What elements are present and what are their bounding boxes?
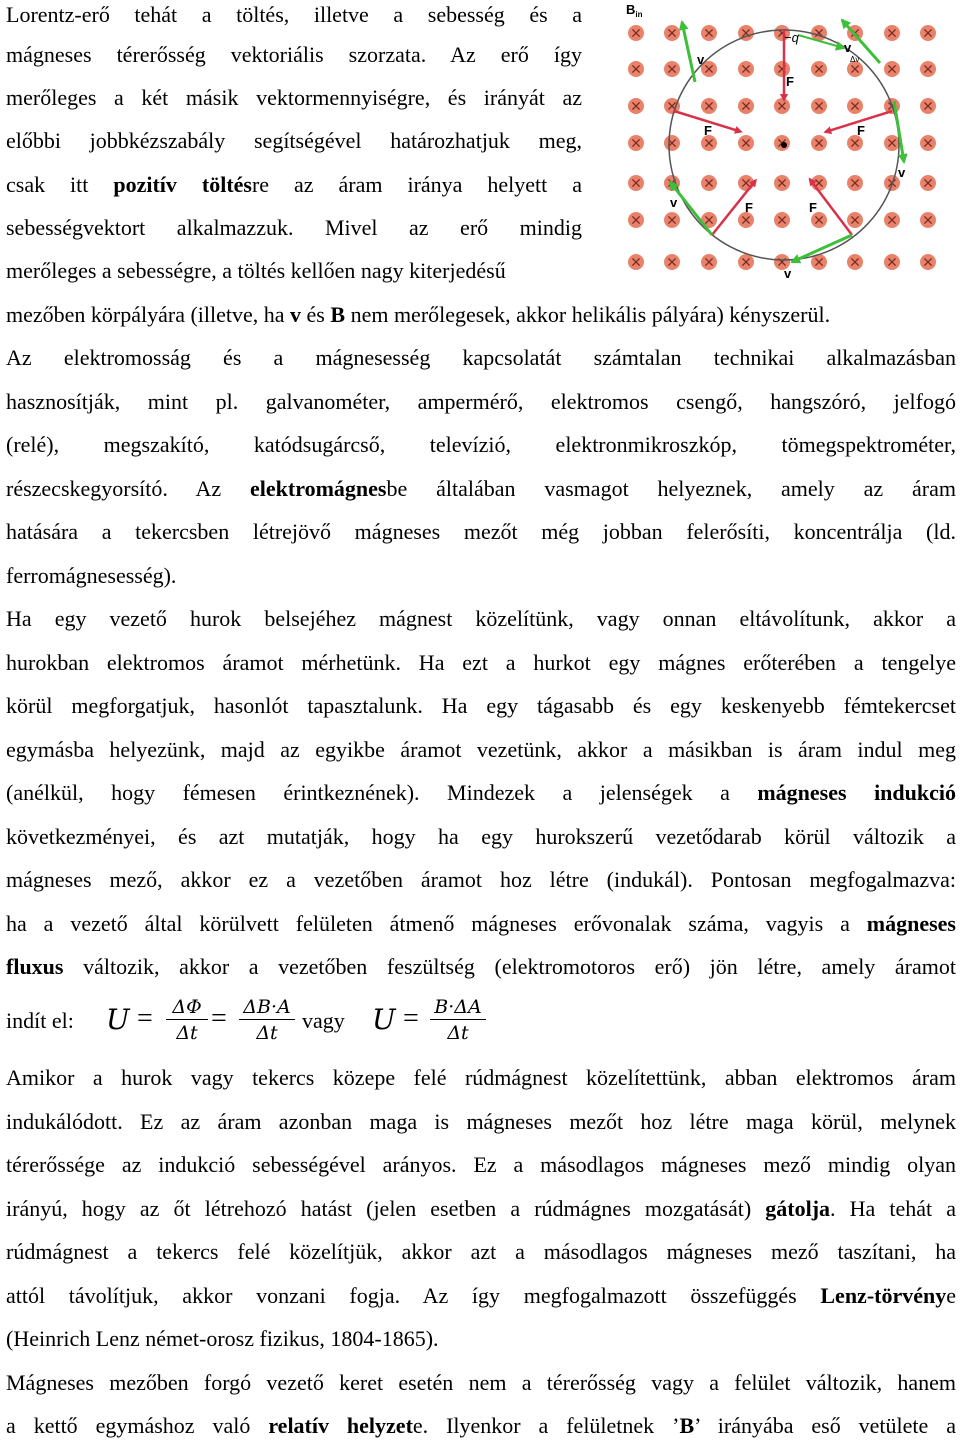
bold-term: gátolja (765, 1196, 831, 1221)
field-symbol (738, 135, 754, 151)
text-line: előbbi jobbkézszabály segítségével határozhatjuk meg, (6, 128, 582, 153)
field-symbol (920, 98, 936, 114)
text-line: attól távolítjuk, akkor vonzani fogja. Az így megfogalmazott összefüggés Lenz-törvénye (6, 1283, 956, 1308)
field-symbol (811, 135, 827, 151)
label-force: F (704, 123, 712, 138)
bold-term: relatív helyzet (268, 1413, 413, 1438)
field-symbol (628, 175, 644, 191)
text-line: ferromágnesesség). (6, 563, 177, 588)
text-line: merőleges a sebességre, a töltés kellően nagy kiterjedésű (6, 258, 506, 283)
text-line: térerőssége az indukció sebességével arányos. Ez a másodlagos mágneses mező mindig olyan (6, 1152, 956, 1177)
text-line: irányú, hogy az őt létrehozó hatást (jelen esetben a rúdmágnes mozgatását) gátolja. Ha tehát a (6, 1196, 956, 1221)
text-line: ha a vezető által körülvett felületen átmenő mágneses erővonalak száma, vagyis a mágneses (6, 911, 956, 936)
label-velocity: v (844, 40, 852, 55)
field-symbol (811, 61, 827, 77)
text-line: hatására a tekercsben létrejövő mágneses mezőt még jobban felerősíti, koncentrálja (ld. (6, 519, 956, 544)
text-line: (Heinrich Lenz német-orosz fizikus, 1804-1865). (6, 1326, 439, 1351)
text-line: mezőben körpályára (illetve, ha v és B nem merőlegesek, akkor helikális pályára) kényszerül. (6, 302, 831, 327)
velocity-arrow (682, 22, 695, 82)
text-line: Az elektromosság és a mágnesesség kapcsolatát számtalan technikai alkalmazásban (6, 345, 956, 370)
text-line: a kettő egymáshoz való relatív helyzete. Ilyenkor a felületnek ’B’ irányába eső vetülete a (6, 1413, 956, 1438)
text-line: körül megforgatjuk, hasonlót tapasztalunk. Ha egy tágasabb és egy keskenyebb fémtekercset (6, 693, 956, 718)
field-symbol (884, 212, 900, 228)
fraction-db-a-over-time: ΔB·A Δt (239, 995, 295, 1046)
eq-symbol-u: U (372, 1003, 396, 1036)
field-symbol (664, 212, 680, 228)
field-symbol (920, 175, 936, 191)
field-symbol (920, 25, 936, 41)
field-symbol (664, 135, 680, 151)
field-symbol (628, 135, 644, 151)
label-velocity: v (784, 266, 792, 281)
equation-label: indít el: (6, 1008, 74, 1033)
text-line: indukálódott. Ez az áram azonban maga is mágneses mezőt hoz létre maga körül, melynek (6, 1109, 956, 1134)
text-line: mágneses mező, akkor ez a vezetőben áramot hoz létre (indukál). Pontosan megfogalmazva: (6, 867, 956, 892)
field-symbol (774, 212, 790, 228)
field-symbol (628, 98, 644, 114)
equation-or: vagy (302, 1008, 345, 1033)
text-line: csak itt pozitív töltésre az áram iránya helyett a (6, 172, 582, 197)
fraction-flux-over-time: ΔΦ Δt (166, 995, 208, 1046)
field-symbol (774, 98, 790, 114)
label-b-in: $B_{in}$ (626, 2, 643, 19)
field-symbol (920, 254, 936, 270)
text-line: hasznosítják, mint pl. galvanométer, ampermérő, elektromos csengő, hangszóró, jelfogó (6, 389, 956, 414)
text-line: Ha egy vezető hurok belsejéhez mágnest közelítünk, vagy onnan eltávolítunk, akkor a (6, 606, 956, 631)
field-into-page-symbols (628, 25, 936, 270)
field-symbol (811, 98, 827, 114)
field-symbol (920, 212, 936, 228)
bold-term: pozitív töltés (113, 172, 252, 197)
text-line: Lorentz-erő tehát a töltés, illetve a sebesség és a (6, 2, 582, 27)
field-symbol (884, 254, 900, 270)
text-line: hurokban elektromos áramot mérhetünk. Ha ezt a hurkot egy mágnes erőterében a tengelye (6, 650, 956, 675)
text-line: részecskegyorsító. Az elektromágnesbe általában vasmagot helyeznek, amely az áram (6, 476, 956, 501)
text-line: Mágneses mezőben forgó vezető keret esetén nem a térerősség vagy a felület változik, hanem (6, 1370, 956, 1395)
lorentz-force-diagram (612, 0, 952, 285)
field-symbol (628, 212, 644, 228)
label-delta-velocity: Δv (850, 55, 860, 64)
text-line: (anélkül, hogy fémesen érintkeznének). Mindezek a jelenségek a mágneses indukció (6, 780, 956, 805)
label-force: F (745, 200, 753, 215)
field-symbol (738, 61, 754, 77)
field-symbol (884, 25, 900, 41)
text-line: fluxus változik, akkor a vezetőben feszültség (elektromotoros erő) jön létre, amely áramot (6, 954, 956, 979)
orbit-center (781, 142, 787, 148)
field-symbol (701, 175, 717, 191)
fraction-b-da-over-time: B·ΔA Δt (430, 995, 486, 1046)
field-symbol (847, 98, 863, 114)
field-symbol (701, 98, 717, 114)
label-force: F (786, 74, 794, 89)
field-symbol (920, 135, 936, 151)
text-line: mágneses térerősség vektoriális szorzata. Az erő így (6, 42, 582, 67)
text-line: egymásba helyezünk, majd az egyikbe áramot vezetünk, akkor a másikban is áram indul meg (6, 737, 956, 762)
field-symbol (847, 254, 863, 270)
label-velocity: v (898, 165, 906, 180)
eq-equals: = (211, 1003, 227, 1034)
text-line: Amikor a hurok vagy tekercs közepe felé rúdmágnest közelítettünk, abban elektromos áram (6, 1065, 956, 1090)
bold-term: mágneses indukció (757, 780, 956, 805)
field-symbol (664, 254, 680, 270)
field-symbol (847, 212, 863, 228)
field-symbol (884, 135, 900, 151)
bold-term: elektromágnes (250, 476, 387, 501)
text-line: sebességvektort alkalmazzuk. Mivel az erő mindig (6, 215, 582, 240)
bold-term: Lenz-törvény (820, 1283, 947, 1308)
field-symbol (738, 254, 754, 270)
text-line: merőleges a két másik vektormennyiségre, és irányát az (6, 85, 582, 110)
bold-term: fluxus (6, 954, 64, 979)
label-force: F (809, 200, 817, 215)
eq-symbol-u: U (106, 1003, 130, 1036)
field-symbol (884, 61, 900, 77)
eq-equals: = (403, 1003, 419, 1034)
field-symbol (701, 25, 717, 41)
label-velocity: v (697, 52, 705, 67)
field-symbol (738, 98, 754, 114)
field-symbol (701, 254, 717, 270)
eq-equals: = (137, 1003, 153, 1034)
text-line: következményei, és azt mutatják, hogy ha egy hurokszerű vezetődarab körül változik a (6, 824, 956, 849)
field-symbol (628, 61, 644, 77)
field-symbol (920, 61, 936, 77)
induction-equation (6, 995, 506, 1055)
field-symbol (628, 25, 644, 41)
label-charge: −q (784, 30, 799, 45)
bold-term: mágneses (866, 911, 956, 936)
text-line: rúdmágnest a tekercs felé közelítjük, akkor azt a másodlagos mágneses mező taszítani, ha (6, 1239, 956, 1264)
text-line: (relé), megszakító, katódsugárcső, televízió, elektronmikroszkóp, tömegspektrométer, (6, 432, 956, 457)
field-symbol (664, 25, 680, 41)
label-force: F (857, 123, 865, 138)
field-symbol (774, 175, 790, 191)
field-symbol (738, 175, 754, 191)
field-symbol (628, 254, 644, 270)
label-velocity: v (670, 195, 678, 210)
field-symbol (664, 61, 680, 77)
field-symbol (847, 175, 863, 191)
